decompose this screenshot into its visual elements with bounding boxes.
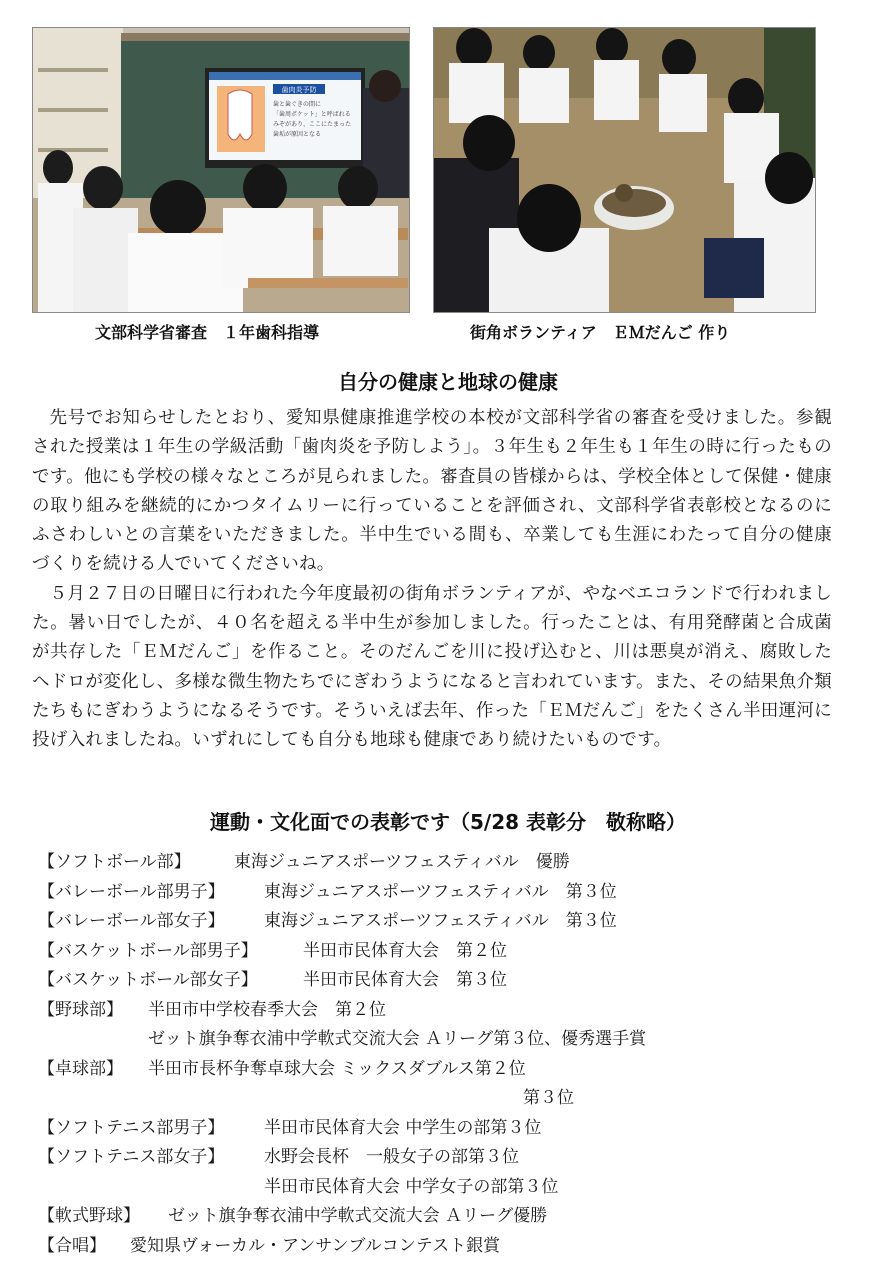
award-result: 半田市民体育大会 中学生の部第３位 xyxy=(264,1117,542,1138)
award-result: 半田市民体育大会 中学女子の部第３位 xyxy=(264,1176,559,1197)
award-result: 半田市民体育大会 第３位 xyxy=(303,970,507,990)
award-result: 愛知県ヴォーカル・アンサンブルコンテスト銀賞 xyxy=(130,1235,501,1256)
award-club: 【軟式野球】 xyxy=(38,1206,140,1226)
svg-text:みぞがあり、ここにたまった: みぞがあり、ここにたまった xyxy=(273,121,352,128)
classroom-photo xyxy=(32,27,410,313)
award-result: 東海ジュニアスポーツフェスティバル 第３位 xyxy=(264,881,617,902)
award-row xyxy=(38,1143,858,1173)
award-result: 第３位 xyxy=(523,1088,574,1108)
award-row xyxy=(38,937,858,967)
award-club: 【バレーボール部男子】 xyxy=(38,881,225,902)
photo-caption-left: 文部科学省審査 １年歯科指導 xyxy=(95,323,320,342)
award-result: 半田市民体育大会 第２位 xyxy=(303,940,507,961)
award-club: 【ソフトボール部】 xyxy=(38,852,191,872)
award-club: 【野球部】 xyxy=(38,999,123,1020)
award-result: 東海ジュニアスポーツフェスティバル 第３位 xyxy=(264,911,617,931)
award-club: 【バレーボール部女子】 xyxy=(38,911,225,931)
slide-title: 歯肉炎予防 xyxy=(281,86,317,94)
awards-list xyxy=(38,848,858,1261)
svg-text:歯と歯ぐきの間に: 歯と歯ぐきの間に xyxy=(273,101,322,108)
award-club: 【合唱】 xyxy=(38,1235,106,1256)
award-club: 【ソフトテニス部男子】 xyxy=(38,1117,225,1138)
article-paragraph: ５月２７日の日曜日に行われた今年度最初の街角ボランティアが、やなべエコランドで行われました。暑い日でしたが、４０名を超える半中生が参加しました。行ったことは、有用発酵菌と合成菌が共存した「ＥＭだんご」を作ること。そのだんごを川に投げ込むと、川は悪臭が消え、腐敗したヘドロが変化し、多様な微生物たちでにぎわうようになると言われています。また、その結果魚介類たちもにぎわうようになるそうです。そういえば去年、作った「ＥＭだんご」をたくさん半田運河に投げ入れましたね。いずれにしても自分も地球も健康であり続けたいものです。 xyxy=(32,583,832,751)
svg-text:「歯周ポケット」と呼ばれる: 「歯周ポケット」と呼ばれる xyxy=(273,111,351,118)
award-club: 【ソフトテニス部女子】 xyxy=(38,1147,225,1167)
award-row xyxy=(38,907,858,937)
award-club: 【バスケットボール部男子】 xyxy=(38,940,258,961)
award-row xyxy=(38,1202,858,1232)
award-row xyxy=(38,1173,858,1203)
award-result: 半田市中学校春季大会 第２位 xyxy=(148,999,386,1020)
award-row xyxy=(38,1232,858,1262)
article-body xyxy=(32,404,832,756)
award-result: ゼット旗争奪衣浦中学軟式交流大会 Ａリーグ第３位、優秀選手賞 xyxy=(148,1029,647,1049)
article-heading: 自分の健康と地球の健康 xyxy=(338,370,558,394)
award-row xyxy=(38,996,858,1026)
award-result: ゼット旗争奪衣浦中学軟式交流大会 Ａリーグ優勝 xyxy=(168,1206,548,1226)
award-row xyxy=(38,848,858,878)
award-club: 【バスケットボール部女子】 xyxy=(38,970,258,990)
volunteer-photo xyxy=(433,27,816,313)
awards-heading: 運動・文化面での表彰です（5/28 表彰分 敬称略） xyxy=(209,810,686,834)
award-club: 【卓球部】 xyxy=(38,1058,123,1079)
award-result: 半田市長杯争奪卓球大会 ミックスダブルス第２位 xyxy=(148,1058,526,1079)
award-row xyxy=(38,1025,858,1055)
award-row xyxy=(38,1114,858,1144)
award-result: 東海ジュニアスポーツフェスティバル 優勝 xyxy=(234,852,570,872)
article-paragraph: 先号でお知らせしたとおり、愛知県健康推進学校の本校が文部科学省の審査を受けました。参観された授業は１年生の学級活動「歯肉炎を予防しよう」。３年生も２年生も１年生の時に行ったものです。他にも学校の様々なところが見られました。審査員の皆様からは、学校全体として保健・健康の取り組みを継続的にかつタイムリーに行っていることを評価され、文部科学省表彰校となるのにふさわしいとの言葉をいただきました。半中生でいる間も、卒業しても生涯にわたって自分の健康づくりを続ける人でいてくださいね。 xyxy=(32,408,832,575)
award-row xyxy=(38,1055,858,1085)
award-row xyxy=(38,878,858,908)
photo-caption-right: 街角ボランティア ＥＭだんご 作り xyxy=(470,323,731,342)
svg-text:歯垢が原因となる: 歯垢が原因となる xyxy=(273,131,322,138)
award-row xyxy=(38,966,858,996)
award-result: 水野会長杯 一般女子の部第３位 xyxy=(264,1147,519,1167)
award-row xyxy=(38,1084,858,1114)
